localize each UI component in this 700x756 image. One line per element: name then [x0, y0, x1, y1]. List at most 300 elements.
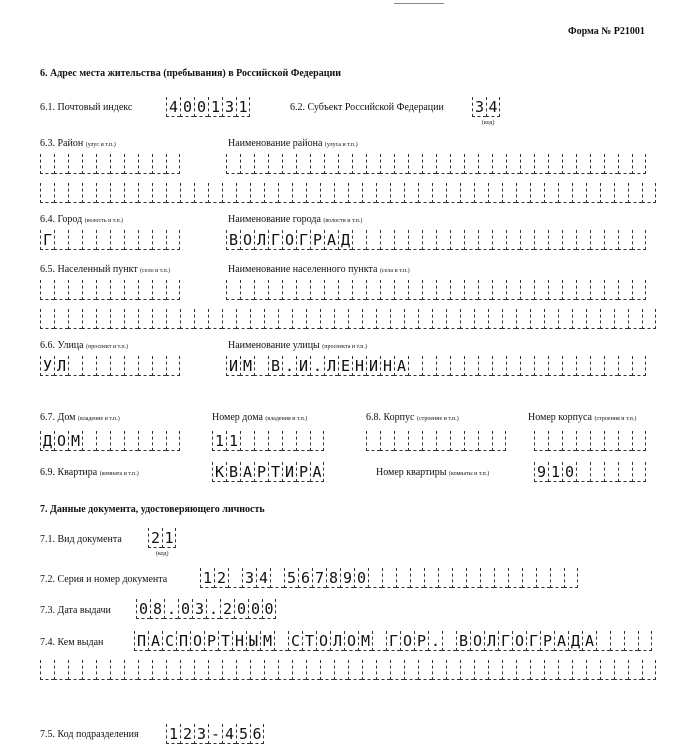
comb-cell [544, 660, 558, 680]
comb-cell: Л [54, 356, 68, 376]
comb-cell: 1 [236, 97, 250, 117]
comb-cell [452, 568, 466, 588]
comb-cell: 7 [312, 568, 326, 588]
comb-cell [138, 154, 152, 174]
comb-cell [614, 660, 628, 680]
comb-cell [362, 309, 376, 329]
comb-cell [534, 280, 548, 300]
comb-cell [536, 568, 550, 588]
form-number: Форма № Р21001 [568, 26, 645, 37]
comb-cell [382, 568, 396, 588]
comb-cell [306, 183, 320, 203]
comb-cell [590, 154, 604, 174]
comb-cell [422, 431, 436, 451]
comb-cell [226, 280, 240, 300]
comb-cell [338, 280, 352, 300]
comb-cell [464, 356, 478, 376]
comb-cell: 0 [194, 97, 208, 117]
comb-cell [596, 631, 610, 651]
city-type-field[interactable] [40, 230, 180, 250]
comb-cell [152, 660, 166, 680]
comb-cell: 6 [298, 568, 312, 588]
comb-cell [250, 309, 264, 329]
comb-cell: 4 [486, 97, 500, 117]
comb-cell [152, 356, 166, 376]
comb-cell: 0 [234, 599, 248, 619]
comb-cell [110, 431, 124, 451]
district-type-field[interactable] [40, 154, 180, 174]
comb-cell: - [208, 724, 222, 744]
comb-cell [278, 660, 292, 680]
comb-cell [632, 356, 646, 376]
comb-cell [572, 309, 586, 329]
comb-cell: О [400, 631, 414, 651]
comb-cell [576, 280, 590, 300]
comb-cell [254, 154, 268, 174]
comb-cell [534, 356, 548, 376]
comb-cell: . [282, 356, 296, 376]
settlement-name-line2-field[interactable] [40, 309, 656, 329]
comb-cell [250, 660, 264, 680]
comb-cell [240, 280, 254, 300]
comb-cell [334, 660, 348, 680]
comb-cell: В [226, 230, 240, 250]
comb-cell [394, 280, 408, 300]
comb-cell [576, 230, 590, 250]
district-label-note: (улус и т.п.) [85, 142, 116, 148]
comb-cell: А [582, 631, 596, 651]
comb-cell [492, 356, 506, 376]
street-label: 6.6. Улица [40, 340, 84, 351]
comb-cell [408, 154, 422, 174]
comb-cell [600, 309, 614, 329]
comb-cell [390, 183, 404, 203]
comb-cell: 0 [262, 599, 276, 619]
comb-cell [572, 183, 586, 203]
comb-cell [310, 431, 324, 451]
comb-cell: 0 [178, 599, 192, 619]
comb-cell [576, 462, 590, 482]
comb-cell: 0 [248, 599, 262, 619]
comb-cell [506, 154, 520, 174]
comb-cell [380, 154, 394, 174]
settlement-label: 6.5. Населенный пункт [40, 264, 138, 275]
city-label-note: (волость и т.п.) [84, 218, 124, 224]
issue-date-field[interactable] [136, 599, 276, 619]
comb-cell [82, 431, 96, 451]
comb-cell [208, 660, 222, 680]
district-name-label: Наименование района [228, 138, 323, 149]
comb-cell [236, 660, 250, 680]
comb-cell [502, 309, 516, 329]
comb-cell [228, 568, 242, 588]
comb-cell [96, 356, 110, 376]
issue-date-label: 7.3. Дата выдачи [40, 605, 111, 616]
comb-cell [506, 356, 520, 376]
district-name-field[interactable] [226, 154, 646, 174]
comb-cell [264, 660, 278, 680]
comb-cell: О [512, 631, 526, 651]
comb-cell [446, 660, 460, 680]
division-code-label: 7.5. Код подразделения [40, 729, 139, 740]
comb-cell [296, 280, 310, 300]
house-number-field[interactable] [212, 431, 324, 451]
comb-cell [618, 462, 632, 482]
comb-cell: 9 [340, 568, 354, 588]
comb-cell [138, 356, 152, 376]
comb-cell [166, 431, 180, 451]
settlement-type-field[interactable] [40, 280, 180, 300]
comb-cell [436, 280, 450, 300]
comb-cell [418, 183, 432, 203]
comb-cell [110, 154, 124, 174]
series-number-field[interactable] [200, 568, 578, 588]
comb-cell [296, 431, 310, 451]
comb-cell [348, 660, 362, 680]
comb-cell [464, 230, 478, 250]
subject-code-field[interactable] [472, 97, 500, 117]
comb-cell [268, 280, 282, 300]
comb-cell: 3 [242, 568, 256, 588]
comb-cell: 3 [222, 97, 236, 117]
comb-cell: И [282, 462, 296, 482]
postal-index-field[interactable] [166, 97, 250, 117]
comb-cell [152, 280, 166, 300]
comb-cell: 1 [212, 431, 226, 451]
comb-cell [180, 660, 194, 680]
comb-cell: Д [338, 230, 352, 250]
comb-cell [292, 660, 306, 680]
subject-code-note: (код) [482, 120, 495, 126]
section-6-title: 6. Адрес места жительства (пребывания) в Российской Федерации [40, 68, 341, 79]
comb-cell [638, 631, 652, 651]
district-label: 6.3. Район [40, 138, 84, 149]
comb-cell [558, 183, 572, 203]
page-top-rule [394, 0, 444, 4]
comb-cell [138, 280, 152, 300]
settlement-label-note: (село и т.п.) [140, 268, 171, 274]
doc-type-code-field[interactable] [148, 528, 176, 548]
comb-cell [544, 309, 558, 329]
comb-cell [394, 154, 408, 174]
comb-cell: К [212, 462, 226, 482]
comb-cell [82, 660, 96, 680]
comb-cell [418, 309, 432, 329]
comb-cell [352, 280, 366, 300]
comb-cell [96, 230, 110, 250]
comb-cell [274, 631, 288, 651]
comb-cell [390, 309, 404, 329]
comb-cell [96, 660, 110, 680]
comb-cell [506, 230, 520, 250]
comb-cell [516, 309, 530, 329]
comb-cell [604, 462, 618, 482]
settlement-name-field[interactable] [226, 280, 646, 300]
comb-cell: 8 [326, 568, 340, 588]
comb-cell [478, 230, 492, 250]
comb-cell [82, 183, 96, 203]
comb-cell [236, 309, 250, 329]
division-code-field[interactable] [166, 724, 264, 744]
comb-cell [366, 280, 380, 300]
comb-cell [376, 660, 390, 680]
comb-cell [138, 660, 152, 680]
house-label: 6.7. Дом [40, 412, 76, 423]
issued-by-label: 7.4. Кем выдан [40, 637, 104, 648]
comb-cell [450, 230, 464, 250]
comb-cell [124, 230, 138, 250]
comb-cell [558, 309, 572, 329]
comb-cell [270, 568, 284, 588]
comb-cell [464, 280, 478, 300]
comb-cell [166, 660, 180, 680]
comb-cell: В [226, 462, 240, 482]
comb-cell: Р [204, 631, 218, 651]
comb-cell [82, 230, 96, 250]
apartment-number-note: (комнаты и т.п.) [449, 471, 490, 477]
comb-cell [152, 431, 166, 451]
comb-cell [590, 280, 604, 300]
comb-cell [334, 309, 348, 329]
comb-cell [460, 660, 474, 680]
comb-cell [166, 309, 180, 329]
comb-cell [40, 280, 54, 300]
street-name-field[interactable] [226, 356, 646, 376]
building-number-label: Номер корпуса [528, 412, 592, 423]
comb-cell [464, 154, 478, 174]
comb-cell [478, 356, 492, 376]
comb-cell [548, 154, 562, 174]
comb-cell [492, 230, 506, 250]
comb-cell [366, 431, 380, 451]
comb-cell [138, 230, 152, 250]
comb-cell [376, 183, 390, 203]
house-number-label: Номер дома [212, 412, 263, 423]
comb-cell [362, 183, 376, 203]
city-name-field[interactable] [226, 230, 646, 250]
comb-cell [380, 280, 394, 300]
comb-cell: С [288, 631, 302, 651]
comb-cell [282, 280, 296, 300]
comb-cell [222, 309, 236, 329]
comb-cell [642, 660, 656, 680]
comb-cell: 5 [284, 568, 298, 588]
street-type-field[interactable] [40, 356, 180, 376]
comb-cell [618, 356, 632, 376]
comb-cell [366, 230, 380, 250]
apartment-type-field[interactable] [212, 462, 324, 482]
comb-cell: Г [498, 631, 512, 651]
comb-cell: Г [40, 230, 54, 250]
comb-cell [236, 183, 250, 203]
house-type-field[interactable] [40, 431, 180, 451]
comb-cell [124, 356, 138, 376]
house-label-note: (владение и т.п.) [77, 416, 120, 422]
comb-cell [436, 154, 450, 174]
comb-cell [548, 356, 562, 376]
district-name-line2-field[interactable] [40, 183, 656, 203]
comb-cell [478, 280, 492, 300]
comb-cell [152, 183, 166, 203]
comb-cell: Л [330, 631, 344, 651]
house-number-note: (владения и т.п.) [265, 416, 308, 422]
comb-cell: Н [380, 356, 394, 376]
building-number-note: (строения и т.п.) [594, 416, 637, 422]
comb-cell: 3 [472, 97, 486, 117]
comb-cell [618, 280, 632, 300]
comb-cell [68, 183, 82, 203]
comb-cell: Н [352, 356, 366, 376]
comb-cell [520, 356, 534, 376]
comb-cell: О [344, 631, 358, 651]
comb-cell [138, 431, 152, 451]
comb-cell: 9 [534, 462, 548, 482]
comb-cell [138, 183, 152, 203]
comb-cell [296, 154, 310, 174]
comb-cell [506, 280, 520, 300]
comb-cell [394, 230, 408, 250]
comb-cell [600, 183, 614, 203]
comb-cell [278, 309, 292, 329]
comb-cell [96, 183, 110, 203]
comb-cell [240, 431, 254, 451]
comb-cell: 4 [222, 724, 236, 744]
comb-cell: И [366, 356, 380, 376]
comb-cell [396, 568, 410, 588]
comb-cell: О [470, 631, 484, 651]
comb-cell [548, 230, 562, 250]
comb-cell [460, 309, 474, 329]
comb-cell [632, 230, 646, 250]
comb-cell [320, 309, 334, 329]
comb-cell [410, 568, 424, 588]
comb-cell [54, 183, 68, 203]
comb-cell [124, 154, 138, 174]
comb-cell [194, 183, 208, 203]
comb-cell [352, 154, 366, 174]
building-type-field[interactable] [366, 431, 506, 451]
comb-cell [376, 309, 390, 329]
comb-cell [310, 280, 324, 300]
comb-cell [194, 660, 208, 680]
comb-cell: С [162, 631, 176, 651]
comb-cell [642, 309, 656, 329]
comb-cell [530, 309, 544, 329]
comb-cell: 8 [150, 599, 164, 619]
comb-cell: П [134, 631, 148, 651]
comb-cell [404, 183, 418, 203]
comb-cell: М [358, 631, 372, 651]
issued-by-line1-field[interactable] [134, 631, 652, 651]
comb-cell [110, 183, 124, 203]
comb-cell [418, 660, 432, 680]
comb-cell [68, 356, 82, 376]
comb-cell: 0 [180, 97, 194, 117]
comb-cell [446, 309, 460, 329]
comb-cell [450, 280, 464, 300]
comb-cell [480, 568, 494, 588]
district-name-note: (улуса и т.п.) [324, 142, 358, 148]
comb-cell [438, 568, 452, 588]
comb-cell [624, 631, 638, 651]
comb-cell: И [296, 356, 310, 376]
comb-cell [292, 309, 306, 329]
comb-cell [264, 183, 278, 203]
comb-cell [628, 660, 642, 680]
comb-cell [576, 356, 590, 376]
comb-cell [590, 356, 604, 376]
comb-cell [520, 230, 534, 250]
apartment-label-note: (комната и т.п.) [99, 471, 139, 477]
comb-cell [564, 568, 578, 588]
comb-cell: А [310, 462, 324, 482]
comb-cell [110, 280, 124, 300]
comb-cell [124, 309, 138, 329]
comb-cell: Л [254, 230, 268, 250]
comb-cell [348, 309, 362, 329]
comb-cell [516, 183, 530, 203]
comb-cell [424, 568, 438, 588]
comb-cell [82, 309, 96, 329]
comb-cell [534, 431, 548, 451]
comb-cell: Г [296, 230, 310, 250]
comb-cell [548, 431, 562, 451]
comb-cell: . [310, 356, 324, 376]
comb-cell [502, 183, 516, 203]
comb-cell [96, 431, 110, 451]
comb-cell [474, 660, 488, 680]
comb-cell: Р [414, 631, 428, 651]
comb-cell [54, 154, 68, 174]
comb-cell [604, 280, 618, 300]
issued-by-line2-field[interactable] [40, 660, 656, 680]
comb-cell [250, 183, 264, 203]
comb-cell [464, 431, 478, 451]
comb-cell: М [68, 431, 82, 451]
building-number-field[interactable] [534, 431, 646, 451]
comb-cell: 3 [192, 599, 206, 619]
comb-cell [488, 660, 502, 680]
comb-cell [488, 183, 502, 203]
comb-cell [68, 280, 82, 300]
comb-cell [324, 280, 338, 300]
doc-type-label: 7.1. Вид документа [40, 534, 122, 545]
comb-cell [576, 431, 590, 451]
comb-cell [442, 631, 456, 651]
comb-cell [268, 154, 282, 174]
comb-cell [96, 309, 110, 329]
comb-cell [562, 356, 576, 376]
comb-cell [530, 660, 544, 680]
comb-cell [422, 230, 436, 250]
comb-cell [54, 309, 68, 329]
building-label-note: (строение и т.п.) [416, 416, 459, 422]
comb-cell [166, 280, 180, 300]
comb-cell [324, 154, 338, 174]
comb-cell [166, 230, 180, 250]
apartment-number-field[interactable] [534, 462, 646, 482]
comb-cell [254, 356, 268, 376]
comb-cell [278, 183, 292, 203]
comb-cell: У [40, 356, 54, 376]
comb-cell: О [54, 431, 68, 451]
comb-cell [180, 183, 194, 203]
comb-cell [522, 568, 536, 588]
comb-cell [268, 431, 282, 451]
comb-cell [474, 309, 488, 329]
street-label-note: (проспект и т.п.) [86, 344, 129, 350]
comb-cell: Г [268, 230, 282, 250]
